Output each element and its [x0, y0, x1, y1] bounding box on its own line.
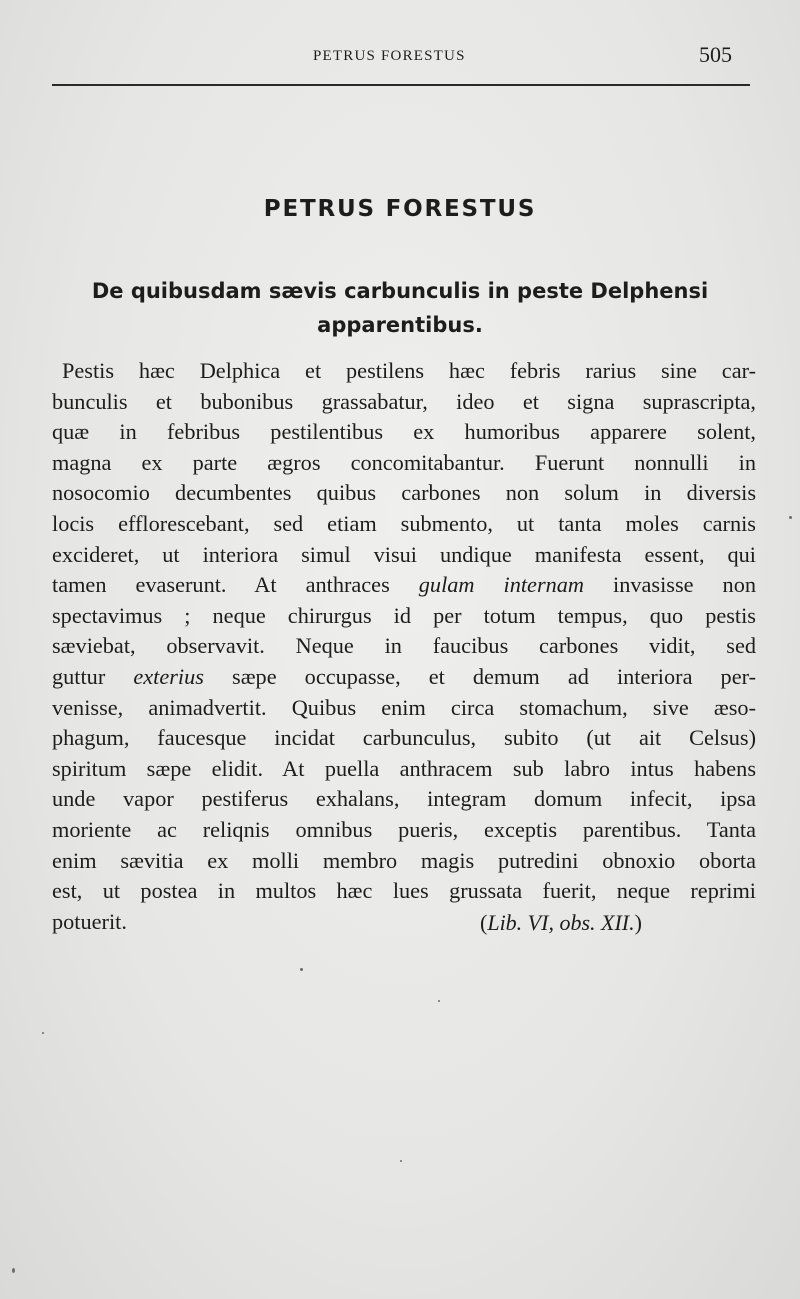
header-rule [52, 84, 750, 86]
body-line: locis efflorescebant, sed etiam submento, ut tanta moles carnis [52, 510, 756, 536]
chapter-title: PETRUS FORESTUS [263, 196, 537, 222]
scan-speck [42, 1032, 44, 1034]
body-line: potuerit. [52, 908, 127, 934]
body-line: enim sævitia ex molli membro magis putredini obnoxio oborta [52, 847, 756, 873]
italic-phrase: gulam internam [418, 572, 585, 598]
body-line-with-italic [52, 570, 756, 601]
running-title: PETRUS FORESTUS [313, 48, 466, 64]
italic-phrase: exterius [133, 663, 204, 689]
body-line: venisse, animadvertit. Quibus enim circa stomachum, sive æso- [52, 694, 756, 720]
body-line: est, ut postea in multos hæc lues grussata fuerit, neque reprimi [52, 878, 756, 904]
text-run: sæpe occupasse, et demum ad interiora per- [203, 663, 756, 689]
section-subtitle [60, 274, 740, 342]
text-run: guttur [52, 663, 134, 689]
body-line: nosocomio decumbentes quibus carbones non solum in diversis [52, 480, 756, 506]
subtitle-line-1: De quibusdam sævis carbunculis in peste Delphensi [91, 279, 709, 303]
body-line: unde vapor pestiferus exhalans, integram domum infecit, ipsa [52, 786, 756, 812]
body-line: magna ex parte ægros concomitabantur. Fuerunt nonnulli in [52, 449, 756, 475]
source-citation [480, 910, 642, 936]
scan-speck [300, 968, 303, 971]
citation-close-paren: ) [634, 910, 642, 935]
body-line: moriente ac reliqnis omnibus pueris, exceptis parentibus. Tanta [52, 816, 756, 842]
body-line: phagum, faucesque incidat carbunculus, subito (ut ait Celsus) [52, 725, 756, 751]
body-line: spiritum sæpe elidit. At puella anthracem sub labro intus habens [52, 755, 756, 781]
body-line: bunculis et bubonibus grassabatur, ideo et signa suprascripta, [52, 388, 756, 414]
citation-open-paren: ( [480, 910, 488, 935]
body-paragraph [52, 356, 756, 937]
scan-speck [438, 1000, 440, 1002]
subtitle-line-2: apparentibus. [317, 313, 483, 337]
scan-speck [12, 1268, 15, 1273]
running-head [0, 40, 800, 70]
page-number: 505 [699, 42, 732, 67]
body-line: sæviebat, observavit. Neque in faucibus carbones vidit, sed [52, 633, 756, 659]
body-line: quæ in febribus pestilentibus ex humoribus apparere solent, [52, 419, 756, 445]
body-line: spectavimus ; neque chirurgus id per totum tempus, quo pestis [52, 602, 756, 628]
text-run: tamen evaserunt. At anthraces [52, 572, 419, 598]
scan-speck [789, 516, 792, 519]
body-line-with-italic [52, 662, 756, 693]
scan-speck [400, 1160, 402, 1162]
citation-text: Lib. VI, obs. XII. [487, 910, 635, 935]
body-line: Pestis hæc Delphica et pestilens hæc febris rarius sine car- [62, 358, 756, 383]
text-run: invasisse non [584, 572, 757, 598]
body-line: excideret, ut interiora simul visui undique manifesta essent, qui [52, 541, 756, 567]
